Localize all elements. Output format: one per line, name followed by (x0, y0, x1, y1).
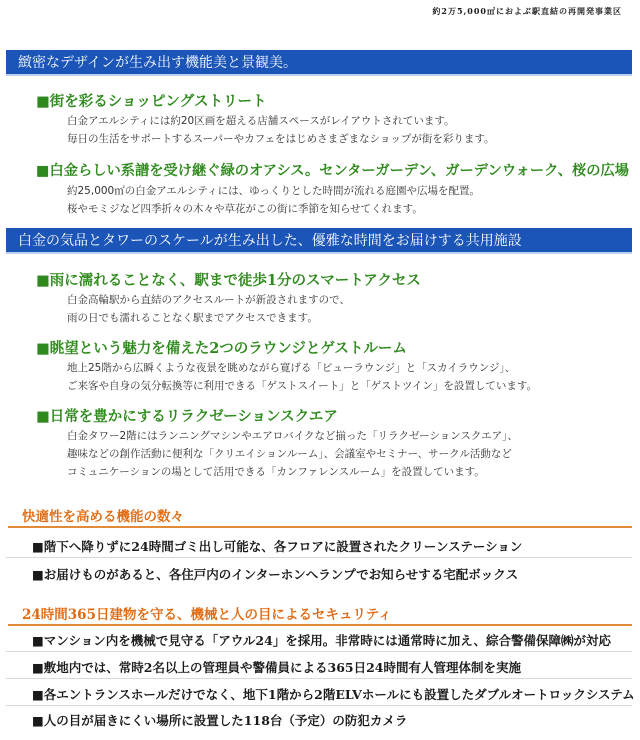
security-bullet-2: ■敷地内では、常時2名以上の管理員や警備員による365日24時間有人管理体制を実施 (32, 660, 521, 675)
heading-green-oasis: ■白金らしい系譜を受け継ぐ緑のオアシス。センターガーデン、ガーデンウォーク、桜の広場 (36, 163, 630, 179)
comfort-sep-1 (6, 557, 632, 558)
green-oasis-line-1: 約25,000㎡の白金アエルシティには、ゆっくりとした時間が流れる庭園や広場を配置。 (67, 185, 481, 197)
security-sep-1 (6, 651, 632, 652)
green-oasis-line-2: 桜やモミジなど四季折々の木々や草花がこの街に季節を知らせてくれます。 (67, 203, 423, 215)
relaxation-line-3: コミュニケーションの場として活用できる「カンファレンスルーム」を設置しています。 (67, 466, 485, 478)
smart-access-line-2: 雨の日でも濡れることなく駅までアクセスできます。 (67, 312, 318, 324)
relaxation-line-2: 趣味などの創作活動に便利な「クリエイションルーム」、会議室やセミナー、サークル活動など (67, 448, 512, 460)
security-bullet-3: ■各エントランスホールだけでなく、地下1階から2階ELVホールにも設置したダブルオートロックシステム (32, 687, 635, 702)
section-title-comfort: 快適性を高める機能の数々 (22, 509, 184, 525)
shopping-street-line-2: 毎日の生活をサポートするスーパーやカフェをはじめさまざまなショップが街を彩ります。 (67, 133, 495, 145)
section-title-security: 24時間365日建物を守る、機械と人の目によるセキュリティ (22, 607, 392, 623)
section-band-design: 緻密なデザインが生み出す機能美と景観美。 (6, 50, 632, 76)
relaxation-line-1: 白金タワー2階にはランニングマシンやエアロバイクなど揃った「リラクゼーションスクエア」、 (67, 430, 518, 442)
comfort-rule (8, 526, 632, 528)
page-title: 約2万5,000㎡におよぶ駅直結の再開発事業区 (432, 6, 622, 16)
heading-relaxation-square: ■日常を豊かにするリラクゼーションスクエア (36, 408, 338, 425)
heading-shopping-street: ■街を彩るショッピングストリート (36, 93, 267, 110)
comfort-bullet-1: ■階下へ降りずに24時間ゴミ出し可能な、各フロアに設置されたクリーンステーション (32, 539, 523, 554)
security-rule (8, 624, 632, 626)
security-sep-3 (6, 705, 632, 706)
lounges-line-2: ご来客や自身の気分転換等に利用できる「ゲストスイート」と「ゲストツイン」を設置しています。 (67, 380, 537, 392)
section-band-facilities: 白金の気品とタワーのスケールが生み出した、優雅な時間をお届けする共用施設 (6, 228, 632, 254)
lounges-line-1: 地上25階から広瞬くような夜景を眺めながら寛げる「ビューラウンジ」と「スカイラウンジ」、 (67, 362, 516, 374)
comfort-bullet-2: ■お届けものがあると、各住戸内のインターホンへランプでお知らせする宅配ボックス (32, 567, 519, 582)
security-sep-2 (6, 678, 632, 679)
security-bullet-1: ■マンション内を機械で見守る「アウル24」を採用。非常時には通常時に加え、綜合警備保障㈱が対応 (32, 633, 612, 648)
security-bullet-4: ■人の目が届きにくい場所に設置した118台（予定）の防犯カメラ (32, 713, 408, 728)
shopping-street-line-1: 白金アエルシティには約20区画を超える店舗スペースがレイアウトされています。 (67, 115, 455, 127)
smart-access-line-1: 白金高輪駅から直結のアクセスルートが新設されますので、 (67, 294, 350, 306)
heading-smart-access: ■雨に濡れることなく、駅まで徒歩1分のスマートアクセス (36, 272, 421, 289)
heading-lounges: ■眺望という魅力を備えた2つのラウンジとゲストルーム (36, 340, 407, 357)
